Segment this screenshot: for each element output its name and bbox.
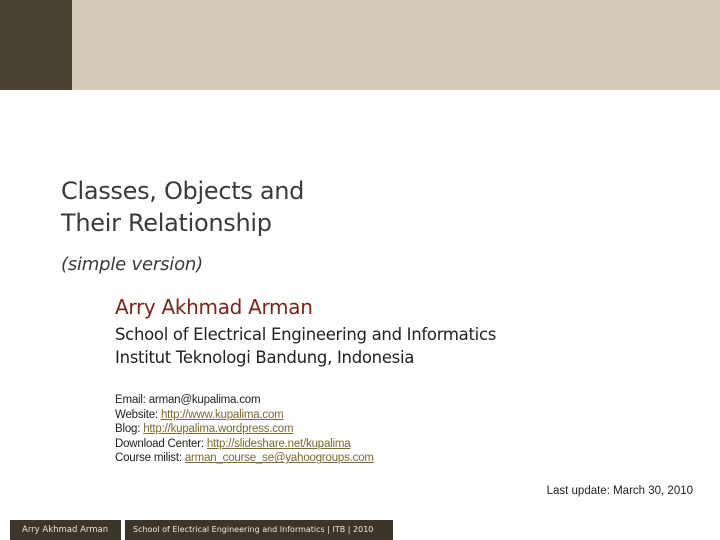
download-center-link[interactable]: http://slideshare.net/kupalima — [206, 437, 351, 450]
contact-course-milist — [115, 451, 374, 466]
contact-email — [115, 393, 374, 408]
slide-title — [61, 175, 304, 239]
contact-download-center — [115, 437, 374, 452]
contact-blog — [115, 422, 374, 437]
last-update-note: Last update: March 30, 2010 — [546, 485, 693, 497]
top-header-band — [72, 0, 720, 90]
blog-link[interactable]: http://kupalima.wordpress.com — [143, 423, 294, 436]
contact-course-milist-label: Course milist: — [115, 452, 185, 465]
course-milist-link[interactable]: arman_course_se@yahoogroups.com — [184, 452, 374, 465]
contact-email-value: arman@kupalima.com — [148, 394, 261, 406]
author-name: Arry Akhmad Arman — [115, 295, 313, 319]
contact-download-center-label: Download Center: — [115, 437, 207, 450]
contact-list — [115, 393, 374, 466]
affiliation — [115, 323, 496, 369]
footer-institution: School of Electrical Engineering and Informatics | ITB | 2010 — [125, 520, 393, 540]
website-link[interactable]: http://www.kupalima.com — [160, 408, 284, 421]
affiliation-line-2: Institut Teknologi Bandung, Indonesia — [115, 348, 415, 367]
slide-title-line-1: Classes, Objects and — [61, 177, 305, 205]
contact-blog-label: Blog: — [115, 423, 144, 436]
slide-subtitle: (simple version) — [61, 254, 203, 275]
contact-website — [115, 408, 374, 423]
contact-website-label: Website: — [115, 408, 161, 421]
top-dark-accent-block — [0, 0, 72, 90]
slide-footer — [0, 520, 720, 540]
affiliation-line-1: School of Electrical Engineering and Informatics — [115, 325, 497, 344]
slide-title-line-2: Their Relationship — [61, 209, 272, 237]
contact-email-label: Email: — [115, 394, 149, 406]
footer-author: Arry Akhmad Arman — [10, 520, 121, 540]
